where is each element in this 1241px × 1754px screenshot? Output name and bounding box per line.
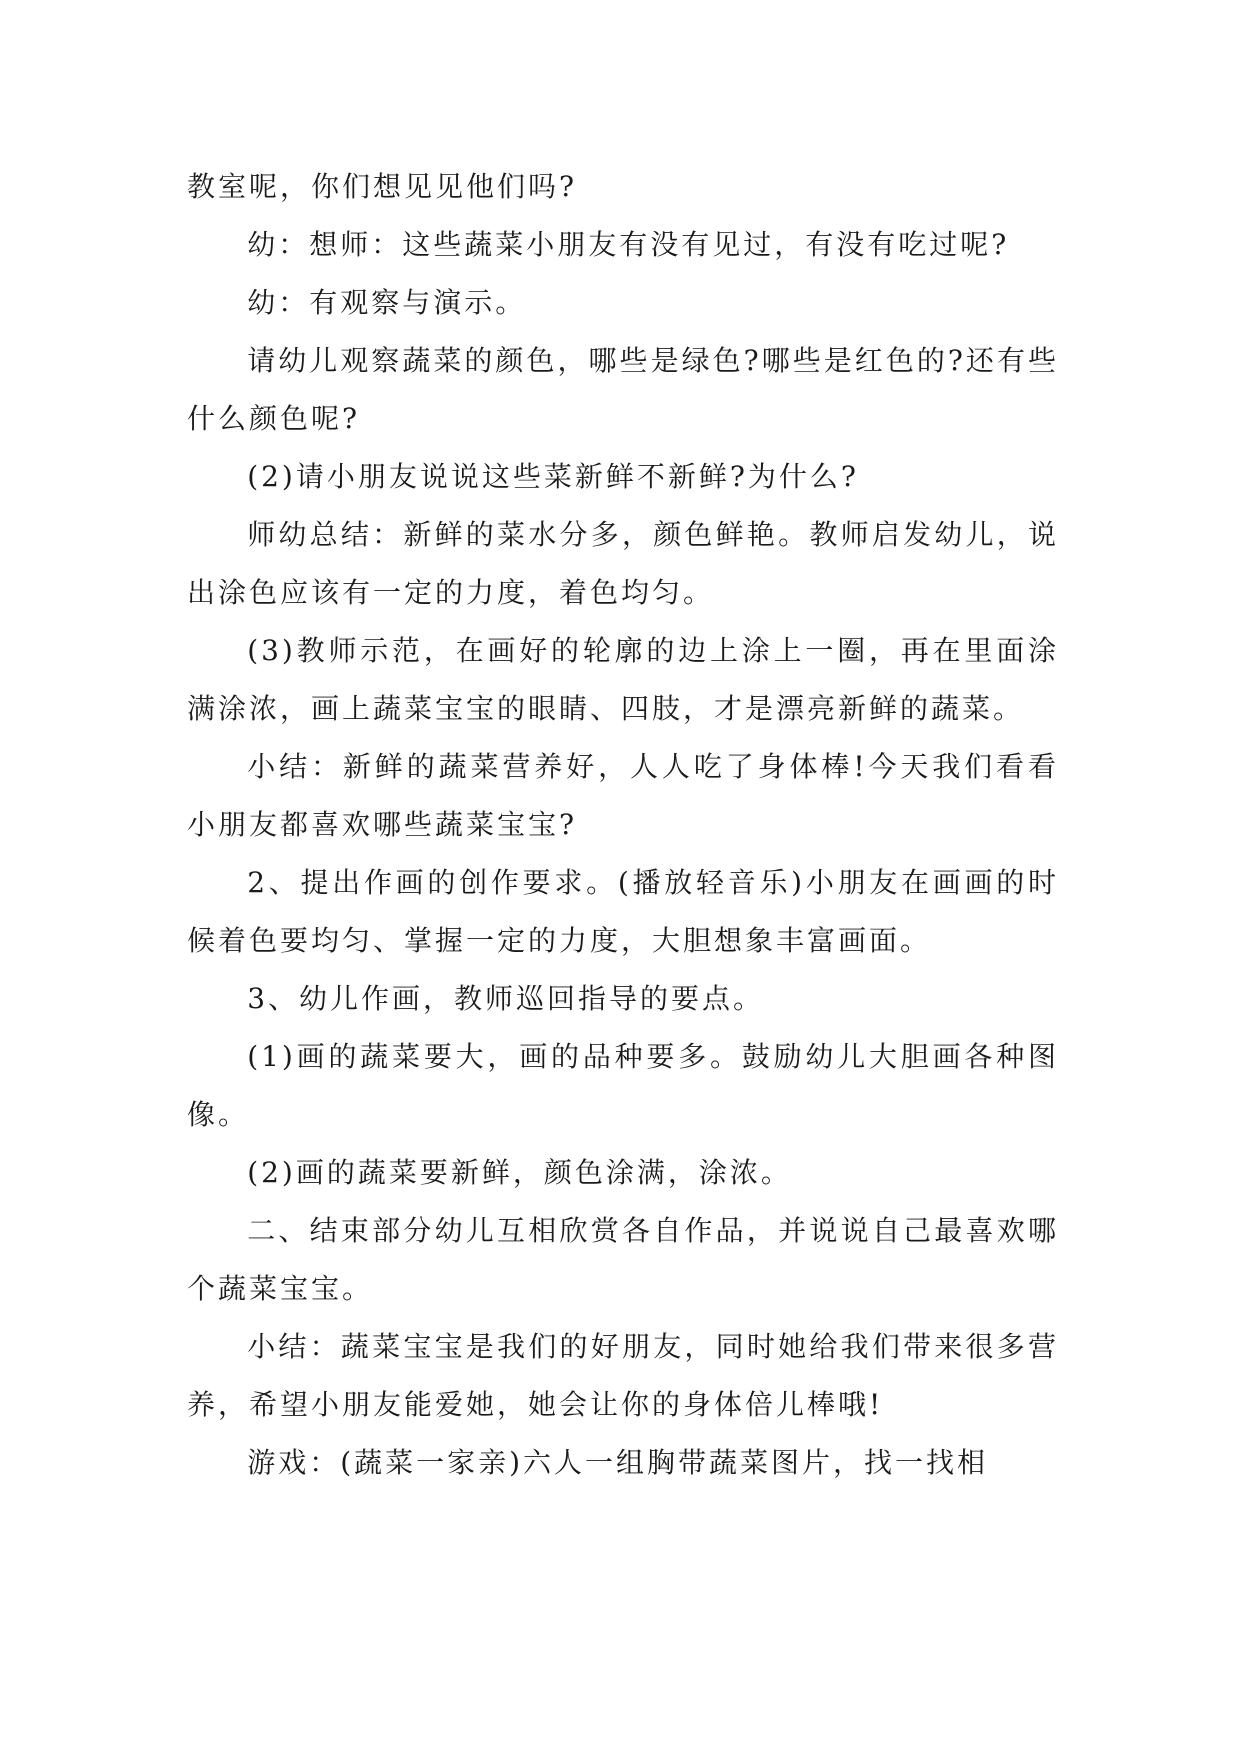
paragraph: (3)教师示范，在画好的轮廓的边上涂上一圈，再在里面涂满涂浓，画上蔬菜宝宝的眼睛、四肢，才是漂亮新鲜的蔬菜。: [187, 634, 1059, 725]
paragraph: (2)画的蔬菜要新鲜，颜色涂满，涂浓。: [247, 1156, 792, 1189]
document-body: [187, 158, 1059, 1492]
paragraph: 小结：新鲜的蔬菜营养好，人人吃了身体棒!今天我们看看小朋友都喜欢哪些蔬菜宝宝?: [187, 750, 1059, 841]
paragraph: 师幼总结：新鲜的菜水分多，颜色鲜艳。教师启发幼儿，说出涂色应该有一定的力度，着色均匀。: [187, 518, 1059, 609]
paragraph: 小结：蔬菜宝宝是我们的好朋友，同时她给我们带来很多营养，希望小朋友能爱她，她会让你的身体倍儿棒哦!: [187, 1330, 1059, 1421]
paragraph: 游戏：(蔬菜一家亲)六人一组胸带蔬菜图片，找一找相: [247, 1446, 989, 1479]
paragraph: 3、幼儿作画，教师巡回指导的要点。: [247, 982, 765, 1015]
paragraph: (2)请小朋友说说这些菜新鲜不新鲜?为什么?: [247, 460, 859, 493]
paragraph-continuation: 教室呢，你们想见见他们吗?: [187, 170, 578, 203]
paragraph: 二、结束部分幼儿互相欣赏各自作品，并说说自己最喜欢哪个蔬菜宝宝。: [187, 1214, 1059, 1305]
paragraph: 2、提出作画的创作要求。(播放轻音乐)小朋友在画画的时候着色要均匀、掌握一定的力度，大胆想象丰富画面。: [187, 866, 1059, 957]
paragraph: 幼：有观察与演示。: [247, 286, 527, 319]
paragraph: 幼：想师：这些蔬菜小朋友有没有见过，有没有吃过呢?: [247, 228, 1010, 261]
paragraph: 请幼儿观察蔬菜的颜色，哪些是绿色?哪些是红色的?还有些什么颜色呢?: [187, 344, 1059, 435]
paragraph: (1)画的蔬菜要大，画的品种要多。鼓励幼儿大胆画各种图像。: [187, 1040, 1059, 1131]
